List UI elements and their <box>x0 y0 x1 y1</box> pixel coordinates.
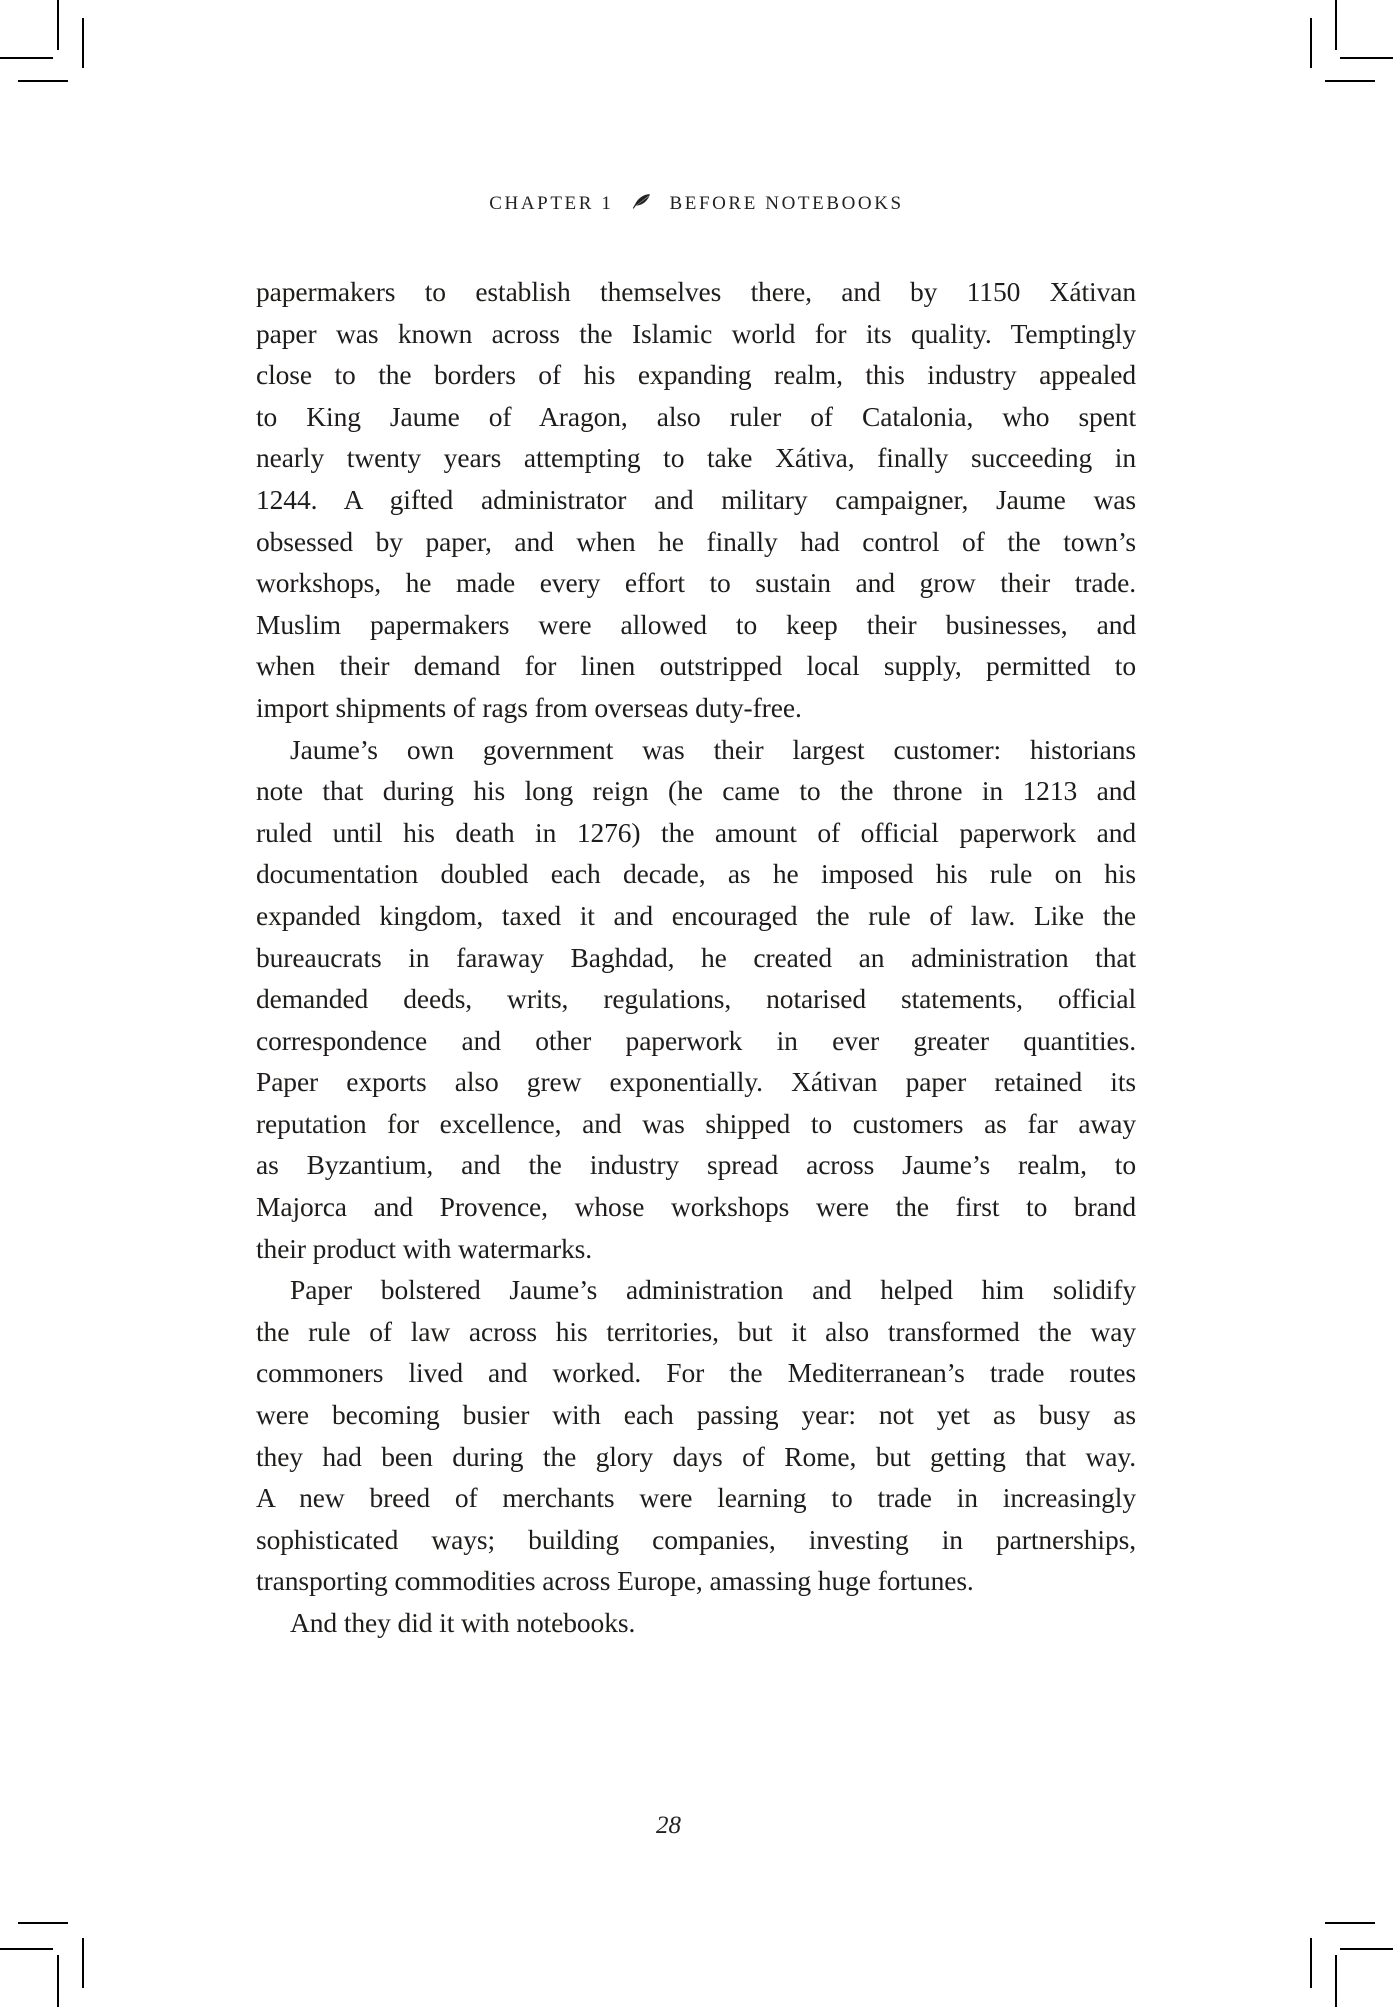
crop-mark <box>18 1922 68 1924</box>
text-line: import shipments of rags from overseas duty-free. <box>256 691 802 723</box>
text-line: close to the borders of his expanding realm, this industry appealed <box>256 359 1136 391</box>
text-line: to King Jaume of Aragon, also ruler of Catalonia, who spent <box>256 400 1136 432</box>
text-line: 1244. A gifted administrator and military campaigner, Jaume was <box>256 483 1136 515</box>
text-line: documentation doubled each decade, as he imposed his rule on his <box>256 858 1136 890</box>
text-line: commoners lived and worked. For the Mediterranean’s trade routes <box>256 1357 1136 1389</box>
text-line: they had been during the glory days of Rome, but getting that way. <box>256 1440 1136 1472</box>
text-line: reputation for excellence, and was shipped to customers as far away <box>256 1107 1136 1139</box>
text-line: Majorca and Provence, whose workshops were the first to brand <box>256 1191 1136 1223</box>
text-line: nearly twenty years attempting to take Xátiva, finally succeeding in <box>256 442 1136 474</box>
crop-mark <box>1340 57 1393 59</box>
crop-mark <box>1340 1948 1393 1950</box>
text-line: workshops, he made every effort to sustain and grow their trade. <box>256 567 1136 599</box>
text-line: Paper bolstered Jaume’s administration and helped him solidify <box>290 1274 1136 1306</box>
quill-icon <box>631 191 651 217</box>
text-line: Muslim papermakers were allowed to keep their businesses, and <box>256 608 1136 640</box>
text-line: were becoming busier with each passing year: not yet as busy as <box>256 1399 1136 1431</box>
text-line: paper was known across the Islamic world for its quality. Temptingly <box>256 317 1136 349</box>
running-head <box>0 191 1393 217</box>
text-line: demanded deeds, writs, regulations, notarised statements, official <box>256 983 1136 1015</box>
text-line: sophisticated ways; building companies, investing in partnerships, <box>256 1523 1136 1555</box>
crop-mark <box>1325 1922 1375 1924</box>
text-line: the rule of law across his territories, but it also transformed the way <box>256 1315 1136 1347</box>
crop-mark <box>1310 1938 1312 1988</box>
body-text <box>256 271 1136 1644</box>
text-line: as Byzantium, and the industry spread across Jaume’s realm, to <box>256 1149 1136 1181</box>
page-number: 28 <box>656 1812 681 1839</box>
text-line: obsessed by paper, and when he finally had control of the town’s <box>256 525 1136 557</box>
text-line: And they did it with notebooks. <box>290 1607 636 1638</box>
text-line: transporting commodities across Europe, amassing huge fortunes. <box>256 1565 974 1597</box>
section-label: BEFORE NOTEBOOKS <box>669 193 904 214</box>
text-line: bureaucrats in faraway Baghdad, he created an administration that <box>256 941 1136 973</box>
crop-mark <box>18 80 68 82</box>
crop-mark <box>0 1948 53 1950</box>
text-line: ruled until his death in 1276) the amount of official paperwork and <box>256 816 1136 848</box>
text-line: when their demand for linen outstripped local supply, permitted to <box>256 650 1136 682</box>
text-line: A new breed of merchants were learning to trade in increasingly <box>256 1482 1136 1514</box>
chapter-label: CHAPTER 1 <box>489 193 614 214</box>
crop-mark <box>1310 18 1312 68</box>
text-line: Paper exports also grew exponentially. Xátivan paper retained its <box>256 1066 1136 1098</box>
crop-mark <box>82 18 84 68</box>
crop-mark <box>57 1955 59 2007</box>
crop-mark <box>1325 80 1375 82</box>
text-line: papermakers to establish themselves there, and by 1150 Xátivan <box>256 276 1136 307</box>
text-line: their product with watermarks. <box>256 1232 593 1264</box>
crop-mark <box>1335 1955 1337 2007</box>
text-line: Jaume’s own government was their largest customer: historians <box>290 733 1136 765</box>
crop-mark <box>0 57 53 59</box>
text-line: note that during his long reign (he came to the throne in 1213 and <box>256 775 1136 807</box>
text-line: expanded kingdom, taxed it and encouraged the rule of law. Like the <box>256 899 1136 931</box>
text-line: correspondence and other paperwork in ever greater quantities. <box>256 1024 1136 1056</box>
crop-mark <box>1335 0 1337 50</box>
crop-mark <box>57 0 59 50</box>
crop-mark <box>82 1938 84 1988</box>
